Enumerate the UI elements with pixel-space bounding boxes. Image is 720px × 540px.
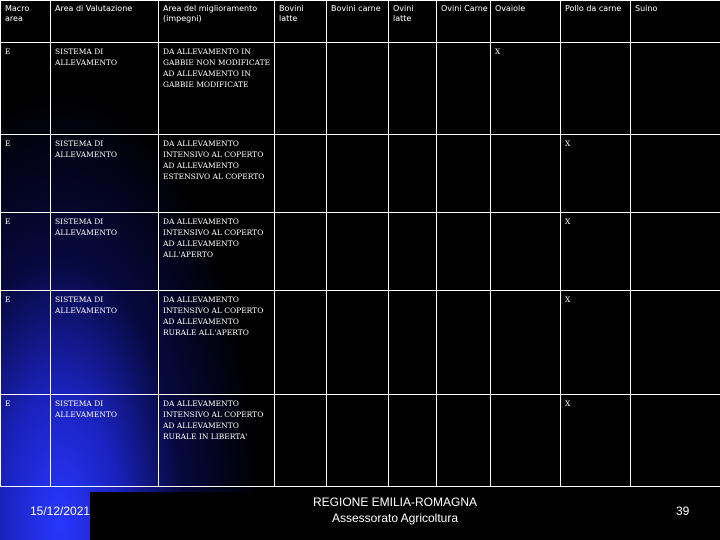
header-ovini-latte: Ovini latte [389, 1, 437, 43]
cell-bovini-latte [275, 291, 327, 395]
cell-area: SISTEMA DI ALLEVAMENTO [51, 395, 159, 487]
cell-ovini-carne [437, 291, 491, 395]
cell-ovini-latte [389, 213, 437, 291]
cell-impegno: DA ALLEVAMENTO INTENSIVO AL COPERTO AD ALLEVAMENTO RURALE IN LIBERTA' [159, 395, 275, 487]
table-row [1, 395, 720, 487]
footer-organization [290, 494, 500, 526]
cell-suino [631, 395, 720, 487]
cell-ovaiole [491, 135, 561, 213]
table-row [1, 43, 720, 135]
cell-impegno: DA ALLEVAMENTO INTENSIVO AL COPERTO AD ALLEVAMENTO RURALE ALL'APERTO [159, 291, 275, 395]
cell-suino [631, 291, 720, 395]
cell-ovini-carne [437, 213, 491, 291]
header-row [1, 1, 720, 43]
cell-suino [631, 43, 720, 135]
cell-bovini-carne [327, 135, 389, 213]
footer-org-line2: Assessorato Agricoltura [331, 511, 459, 525]
cell-macro: E [1, 43, 51, 135]
page-number: 39 [676, 504, 690, 518]
cell-bovini-latte [275, 395, 327, 487]
header-ovaiole: Ovaiole [491, 1, 561, 43]
cell-macro: E [1, 135, 51, 213]
header-macro-area: Macro area [1, 1, 51, 43]
header-suino: Suino [631, 1, 720, 43]
cell-area: SISTEMA DI ALLEVAMENTO [51, 213, 159, 291]
header-area-miglioramento: Area del miglioramento (impegni) [159, 1, 275, 43]
cell-impegno: DA ALLEVAMENTO IN GABBIE NON MODIFICATE AD ALLEVAMENTO IN GABBIE MODIFICATE [159, 43, 275, 135]
cell-pollo: X [561, 395, 631, 487]
table-row [1, 213, 720, 291]
cell-area: SISTEMA DI ALLEVAMENTO [51, 135, 159, 213]
cell-ovini-latte [389, 43, 437, 135]
table-row [1, 135, 720, 213]
cell-pollo: X [561, 135, 631, 213]
cell-area: SISTEMA DI ALLEVAMENTO [51, 291, 159, 395]
cell-ovini-latte [389, 395, 437, 487]
cell-bovini-carne [327, 213, 389, 291]
cell-pollo: X [561, 291, 631, 395]
header-bovini-carne: Bovini carne [327, 1, 389, 43]
cell-ovini-carne [437, 395, 491, 487]
cell-suino [631, 135, 720, 213]
cell-pollo [561, 43, 631, 135]
cell-impegno: DA ALLEVAMENTO INTENSIVO AL COPERTO AD ALLEVAMENTO ALL'APERTO [159, 213, 275, 291]
cell-macro: E [1, 213, 51, 291]
cell-area: SISTEMA DI ALLEVAMENTO [51, 43, 159, 135]
cell-impegno: DA ALLEVAMENTO INTENSIVO AL COPERTO AD ALLEVAMENTO ESTENSIVO AL COPERTO [159, 135, 275, 213]
cell-ovini-latte [389, 291, 437, 395]
header-area-valutazione: Area di Valutazione [51, 1, 159, 43]
cell-macro: E [1, 291, 51, 395]
cell-ovaiole [491, 395, 561, 487]
cell-bovini-latte [275, 43, 327, 135]
cell-bovini-carne [327, 395, 389, 487]
cell-ovaiole [491, 213, 561, 291]
header-pollo-da-carne: Pollo da carne [561, 1, 631, 43]
header-bovini-latte: Bovini latte [275, 1, 327, 43]
cell-bovini-latte [275, 213, 327, 291]
cell-macro: E [1, 395, 51, 487]
cell-ovaiole [491, 291, 561, 395]
cell-bovini-carne [327, 43, 389, 135]
cell-pollo: X [561, 213, 631, 291]
cell-suino [631, 213, 720, 291]
table-row [1, 291, 720, 395]
cell-ovini-carne [437, 43, 491, 135]
cell-ovini-carne [437, 135, 491, 213]
cell-bovini-carne [327, 291, 389, 395]
footer-org-line1: REGIONE EMILIA-ROMAGNA [312, 495, 478, 509]
footer-date: 15/12/2021 [30, 504, 91, 518]
cell-ovini-latte [389, 135, 437, 213]
cell-ovaiole: X [491, 43, 561, 135]
header-ovini-carne: Ovini Carne [437, 1, 491, 43]
cell-bovini-latte [275, 135, 327, 213]
